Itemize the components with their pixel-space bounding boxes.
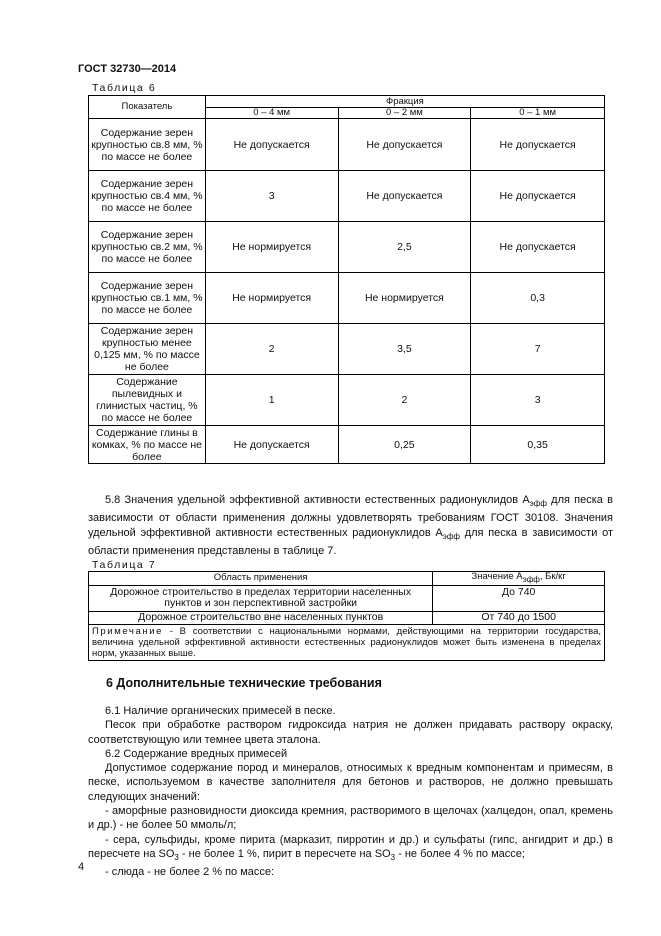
column-header-area: Область применения [89,572,433,586]
text: - не более 1 %, пирит в пересчете на SO [178,847,391,860]
text: - не более 4 % по массе; [395,847,525,860]
paragraph [88,833,613,866]
table-cell: Не нормируется [205,273,338,324]
table-row [89,624,605,660]
table-cell: Не допускается [471,171,605,222]
paragraph: 6.2 Содержание вредных примесей [105,747,288,760]
table-row [89,585,605,611]
paragraph: - аморфные разновидности диоксида кремния, растворимого в щелочах (халцедон, опал, кремень и др.) - не более 50 ммоль/л; [88,805,613,832]
column-header-value [433,572,605,586]
row-label: Содержание глины в комках, % по массе не более [89,426,206,464]
table-note [89,624,605,660]
column-header-fraction-0-4: 0 – 4 мм [205,108,338,119]
text: для песка в зависимости от области применения представлены в таблице 7. [88,526,613,558]
section-6-title: 6 Дополнительные технические требования [106,676,382,690]
table-cell: 3 [471,375,605,426]
text: - сера, сульфиды, кроме пирита (марказит, пирротин и др.) и сульфаты (гипс, ангидрит и др.) в пересчете на SO [88,833,613,860]
table-cell: Не допускается [338,171,471,222]
text: 5.8 Значения удельной эффективной активности естественных радионуклидов А [105,494,530,506]
text: , Бк/кг [539,571,566,582]
table-row [89,222,605,273]
subscript: эфф [442,531,460,541]
document-header: ГОСТ 32730—2014 [78,63,177,75]
table-cell: От 740 до 1500 [433,611,605,624]
table-cell: Дорожное строительство вне населенных пунктов [89,611,433,624]
paragraph: Допустимое содержание пород и минералов, относимых к вредным компонентам и примесям, в песке, используемом в качестве заполнителя для бетонов и растворов, не должно превышать следующих значений: [88,762,613,803]
paragraph: Песок при обработке раствором гидроксида натрия не должен придавать раствору окраску, соответствующую или темнее цвета эталона. [88,719,613,746]
table-row [89,324,605,375]
row-label: Содержание зерен крупностью св.8 мм, % по массе не более [89,119,206,171]
subscript: эфф [522,574,540,584]
paragraph-5-8 [88,493,613,559]
table-cell: Не нормируется [338,273,471,324]
paragraph: 6.1 Наличие органических примесей в песке. [105,705,336,717]
table-row [89,611,605,624]
column-header-fraction-0-2: 0 – 2 мм [338,108,471,119]
table-7 [88,571,605,661]
page-number: 4 [78,861,85,873]
table-row [89,426,605,464]
text: Значение А [471,571,523,582]
row-label: Содержание зерен крупностью менее 0,125 мм, % по массе не более [89,324,206,375]
column-header-fraction: Фракция [205,96,604,108]
note-text: - В соответствии с национальными нормами, действующими на территории государства, величина удельной эффективной активности естественных радионуклидов может быть изменена в пределах норм, указанных выше. [92,625,601,659]
note-label: Примечание [92,625,163,637]
paragraph: - слюда - не более 2 % по массе: [105,866,275,879]
column-header-indicator: Показатель [89,96,206,119]
table-6-caption: Таблица 6 [92,82,157,94]
table-cell: Не допускается [471,222,605,273]
table-row [89,171,605,222]
table-cell: Дорожное строительство в пределах территории населенных пунктов и зон перспективной застройки [89,585,433,611]
row-label: Содержание пылевидных и глинистых частиц, % по массе не более [89,375,206,426]
table-cell: 3 [205,171,338,222]
column-header-fraction-0-1: 0 – 1 мм [471,108,605,119]
table-cell: Не допускается [471,119,605,171]
table-6 [88,95,605,464]
table-row [89,375,605,426]
text: для песка в зависимости от области применения должны удовлетворять требованиям ГОСТ 30108. Значения удельной эффективной активности естественных радионуклидов А [88,494,613,539]
table-cell: 2 [338,375,471,426]
row-label: Содержание зерен крупностью св.1 мм, % по массе не более [89,273,206,324]
table-cell: 0,25 [338,426,471,464]
table-row [89,119,605,171]
table-cell: 2 [205,324,338,375]
row-label: Содержание зерен крупностью св.4 мм, % по массе не более [89,171,206,222]
table-7-caption: Таблица 7 [92,559,157,571]
table-cell: 7 [471,324,605,375]
table-cell: 2,5 [338,222,471,273]
table-row [89,273,605,324]
table-cell: Не допускается [205,119,338,171]
subscript: 3 [174,853,179,863]
table-cell: 0,3 [471,273,605,324]
table-cell: 0,35 [471,426,605,464]
section-6-body [88,704,613,880]
table-cell: Не допускается [205,426,338,464]
table-cell: Не допускается [338,119,471,171]
table-cell: Не нормируется [205,222,338,273]
table-cell: 1 [205,375,338,426]
subscript: эфф [529,499,547,509]
table-cell: До 740 [433,585,605,611]
table-cell: 3,5 [338,324,471,375]
subscript: 3 [390,853,396,863]
row-label: Содержание зерен крупностью св.2 мм, % по массе не более [89,222,206,273]
